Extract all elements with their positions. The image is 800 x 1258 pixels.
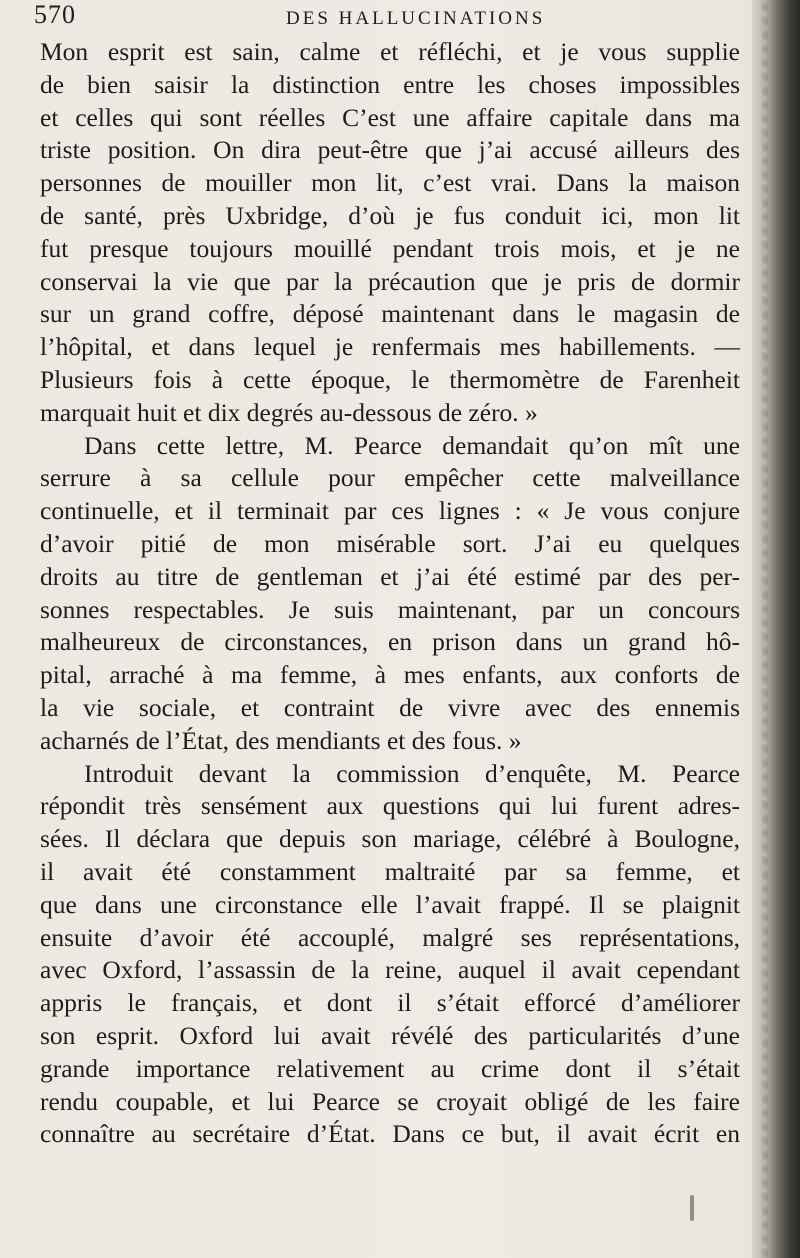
text-line: l’hôpital, et dans lequel je renfermais mes habillements. — [40,332,740,362]
text-line: de santé, près Uxbridge, d’où je fus conduit ici, mon lit [40,200,740,230]
text-line: ensuite d’avoir été accouplé, malgré ses représentations, [40,922,740,952]
text-line: pital, arraché à ma femme, à mes enfants, aux conforts de [40,660,740,690]
text-line: avec Oxford, l’assassin de la reine, auquel il avait cependant [40,955,740,985]
text-line: rendu coupable, et lui Pearce se croyait obligé de les faire [40,1086,740,1116]
running-title: DES HALLUCINATIONS [286,8,546,29]
text-line: connaître au secrétaire d’État. Dans ce but, il avait écrit en [40,1119,740,1149]
text-line: conservai la vie que par la précaution que je pris de dormir [40,266,740,296]
text-line: malheureux de circonstances, en prison dans un grand hô- [40,627,740,657]
text-line: Introduit devant la commission d’enquête, M. Pearce [84,758,740,788]
text-line: Mon esprit est sain, calme et réfléchi, et je vous supplie [40,37,740,66]
text-line: marquait huit et dix degrés au-dessous de zéro. » [40,397,538,427]
text-line: sées. Il déclara que depuis son mariage, célébré à Boulogne, [40,824,740,854]
text-line: triste position. On dira peut-être que j’ai accusé ailleurs des [40,135,740,165]
page-number: 570 [34,0,76,29]
text-line: fut presque toujours mouillé pendant trois mois, et je ne [40,233,740,263]
text-line: sur un grand coffre, déposé maintenant dans le magasin de [40,299,740,329]
text-line: sonnes respectables. Je suis maintenant, par un concours [40,594,740,624]
text-line: Plusieurs fois à cette époque, le thermomètre de Farenheit [40,364,740,394]
text-line: acharnés de l’État, des mendiants et des fous. » [40,725,522,755]
book-binding-edge [752,0,800,1258]
text-line: droits au titre de gentleman et j’ai été estimé par des per- [40,561,740,591]
text-line: son esprit. Oxford lui avait révélé des particularités d’une [40,1020,740,1050]
text-line: personnes de mouiller mon lit, c’est vrai. Dans la maison [40,168,740,198]
text-line: de bien saisir la distinction entre les choses impossibles [40,69,740,99]
ink-mark [690,1195,694,1221]
text-line: continuelle, et il terminait par ces lignes : « Je vous conjure [40,496,740,526]
text-line: que dans une circonstance elle l’avait frappé. Il se plaignit [40,889,740,919]
text-line: et celles qui sont réelles C’est une affaire capitale dans ma [40,102,740,132]
text-line: d’avoir pitié de mon misérable sort. J’ai eu quelques [40,528,740,558]
body-text [40,36,740,1151]
text-line: répondit très sensément aux questions qui lui furent adres- [40,791,740,821]
text-line: grande importance relativement au crime dont il s’était [40,1053,740,1083]
text-line: Dans cette lettre, M. Pearce demandait qu’on mît une [84,430,740,460]
text-line: appris le français, et dont il s’était efforcé d’améliorer [40,988,740,1018]
text-line: la vie sociale, et contraint de vivre avec des ennemis [40,692,740,722]
text-line: serrure à sa cellule pour empêcher cette malveillance [40,463,740,493]
text-line: il avait été constamment maltraité par sa femme, et [40,856,740,886]
